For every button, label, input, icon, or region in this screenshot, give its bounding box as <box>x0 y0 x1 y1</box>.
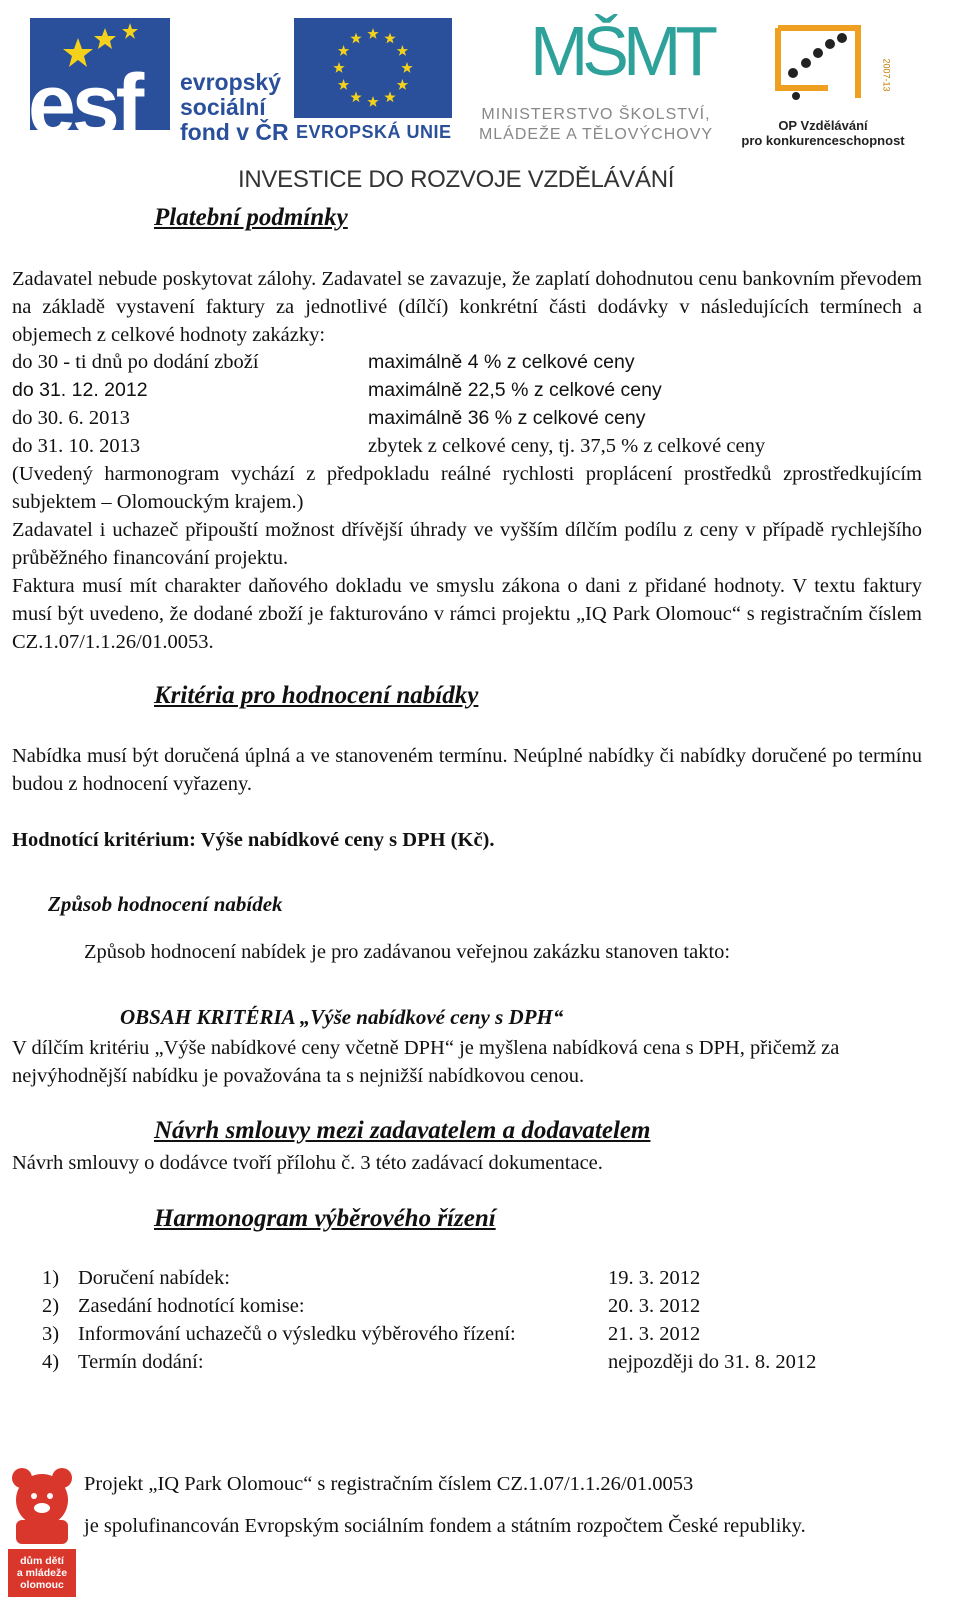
eu-text: EVROPSKÁ UNIE <box>296 122 452 142</box>
payment-early: Zadavatel i uchazeč připouští možnost dřívější úhrady ve vyšším dílčím podílu z ceny v případě rychlejšího průběžného financování projektu. <box>12 519 922 569</box>
contract-text: Návrh smlouvy o dodávce tvoří přílohu č. 3 této zadávací dokumentace. <box>12 1152 603 1174</box>
timeline-num: 3) <box>42 1323 60 1345</box>
op-vzdelavani-icon <box>768 18 878 113</box>
timeline-heading: Harmonogram výběrového řízení <box>154 1205 496 1232</box>
eu-star-icon <box>384 91 395 102</box>
timeline-date: 21. 3. 2012 <box>608 1323 701 1345</box>
schedule-term: do 31. 10. 2013 <box>12 435 141 457</box>
eu-star-icon <box>397 45 409 56</box>
op-years: 2007-13 <box>881 58 892 92</box>
schedule-amount: zbytek z celkové ceny, tj. 37,5 % z celkové ceny <box>368 435 766 457</box>
esf-text-line: evropský <box>180 69 282 95</box>
timeline-date: nejpozději do 31. 8. 2012 <box>608 1351 817 1373</box>
ddm-logo <box>8 1464 76 1604</box>
footer-line2: je spolufinancován Evropským sociálním fondem a státním rozpočtem České republiky. <box>84 1515 806 1537</box>
footer-line1: Projekt „IQ Park Olomouc“ s registračním číslem CZ.1.07/1.1.26/01.0053 <box>84 1473 694 1495</box>
teddy-bear-icon <box>8 1464 76 1544</box>
timeline-label: Termín dodání: <box>78 1351 204 1373</box>
timeline-label: Doručení nabídek: <box>78 1267 230 1289</box>
timeline-num: 4) <box>42 1351 60 1373</box>
msmt-mark: MŠMT <box>530 12 713 90</box>
op-text-line: OP Vzdělávání <box>778 118 868 133</box>
eu-star-icon <box>367 96 378 107</box>
payment-note: (Uvedený harmonogram vychází z předpokladu reálné rychlosti proplácení prostředků zprostředkujícím subjektem – Olomouckým krajem.) <box>12 463 922 513</box>
timeline-num: 2) <box>42 1295 60 1317</box>
msmt-text <box>466 105 726 145</box>
method-heading: Způsob hodnocení nabídek <box>48 892 283 916</box>
timeline-date: 19. 3. 2012 <box>608 1267 701 1289</box>
investice-slogan: INVESTICE DO ROZVOJE VZDĚLÁVÁNÍ <box>238 166 675 193</box>
ddm-logo-line: dům dětí <box>20 1555 64 1567</box>
criteria-main: Hodnotící kritérium: Výše nabídkové ceny s DPH (Kč). <box>12 829 495 851</box>
eu-star-icon <box>397 79 409 90</box>
esf-text <box>180 70 289 145</box>
esf-letters: esf <box>28 57 141 153</box>
schedule-amount: maximálně 36 % z celkové ceny <box>368 407 646 429</box>
ddm-logo-line: a mládeže <box>16 1567 68 1579</box>
eu-star-icon <box>350 91 361 102</box>
timeline-date: 20. 3. 2012 <box>608 1295 701 1317</box>
op-text <box>738 118 908 148</box>
eu-star-icon <box>367 28 378 39</box>
eu-star-icon <box>338 79 350 90</box>
method-text: Způsob hodnocení nabídek je pro zadávanou veřejnou zakázku stanoven takto: <box>84 941 731 963</box>
timeline-num: 1) <box>42 1267 60 1289</box>
eu-flag-icon <box>294 18 452 118</box>
ddm-logo-line: olomouc <box>20 1579 64 1591</box>
criteria-heading: Kritéria pro hodnocení nabídky <box>154 682 479 709</box>
schedule-term: do 31. 12. 2012 <box>12 379 148 401</box>
payment-heading: Platební podmínky <box>154 204 348 231</box>
eu-star-icon <box>333 62 344 73</box>
msmt-text-line: MINISTERSTVO ŠKOLSTVÍ, <box>481 106 711 123</box>
schedule-amount: maximálně 4 % z celkové ceny <box>368 351 635 373</box>
schedule-term: do 30. 6. 2013 <box>12 407 130 429</box>
eu-star-icon <box>401 62 412 73</box>
eu-star-icon <box>338 45 350 56</box>
op-text-line: pro konkurenceschopnost <box>741 133 905 148</box>
content-text: V dílčím kritériu „Výše nabídkové ceny včetně DPH“ je myšlena nabídková cena s DPH, přičemž za nejvýhodnější nabídku je považována ta s nejnižší nabídkovou cenou. <box>12 1037 840 1087</box>
esf-text-line: fond v ČR <box>180 119 289 145</box>
timeline-label: Zasedání hodnotící komise: <box>78 1295 305 1317</box>
timeline-label: Informování uchazečů o výsledku výběrového řízení: <box>78 1323 516 1345</box>
eu-star-icon <box>350 33 361 44</box>
eu-star-icon <box>384 33 395 44</box>
schedule-amount: maximálně 22,5 % z celkové ceny <box>368 379 662 401</box>
ddm-logo-text <box>8 1549 76 1597</box>
criteria-text: Nabídka musí být doručená úplná a ve stanoveném termínu. Neúplné nabídky či nabídky doručené po termínu budou z hodnocení vyřazeny. <box>12 745 922 795</box>
contract-heading: Návrh smlouvy mezi zadavatelem a dodavatelem <box>154 1117 651 1144</box>
msmt-text-line: MLÁDEŽE A TĚLOVÝCHOVY <box>478 126 714 143</box>
payment-invoice: Faktura musí mít charakter daňového dokladu ve smyslu zákona o dani z přidané hodnoty. V textu faktury musí být uvedeno, že dodané zboží je fakturováno v rámci projektu „IQ Park Olomouc“ s registračním číslem CZ.1.07/1.1.26/01.0053. <box>12 575 922 653</box>
content-heading: OBSAH KRITÉRIA „Výše nabídkové ceny s DPH“ <box>120 1005 564 1029</box>
payment-intro: Zadavatel nebude poskytovat zálohy. Zadavatel se zavazuje, že zaplatí dohodnutou cenu bankovním převodem na základě vystavení faktury za jednotlivé (dílčí) konkrétní části dodávky v následujících termínech a objemech z celkové hodnoty zakázky: <box>12 268 922 346</box>
esf-text-line: sociální <box>180 94 266 120</box>
schedule-term: do 30 - ti dnů po dodání zboží <box>12 351 259 373</box>
